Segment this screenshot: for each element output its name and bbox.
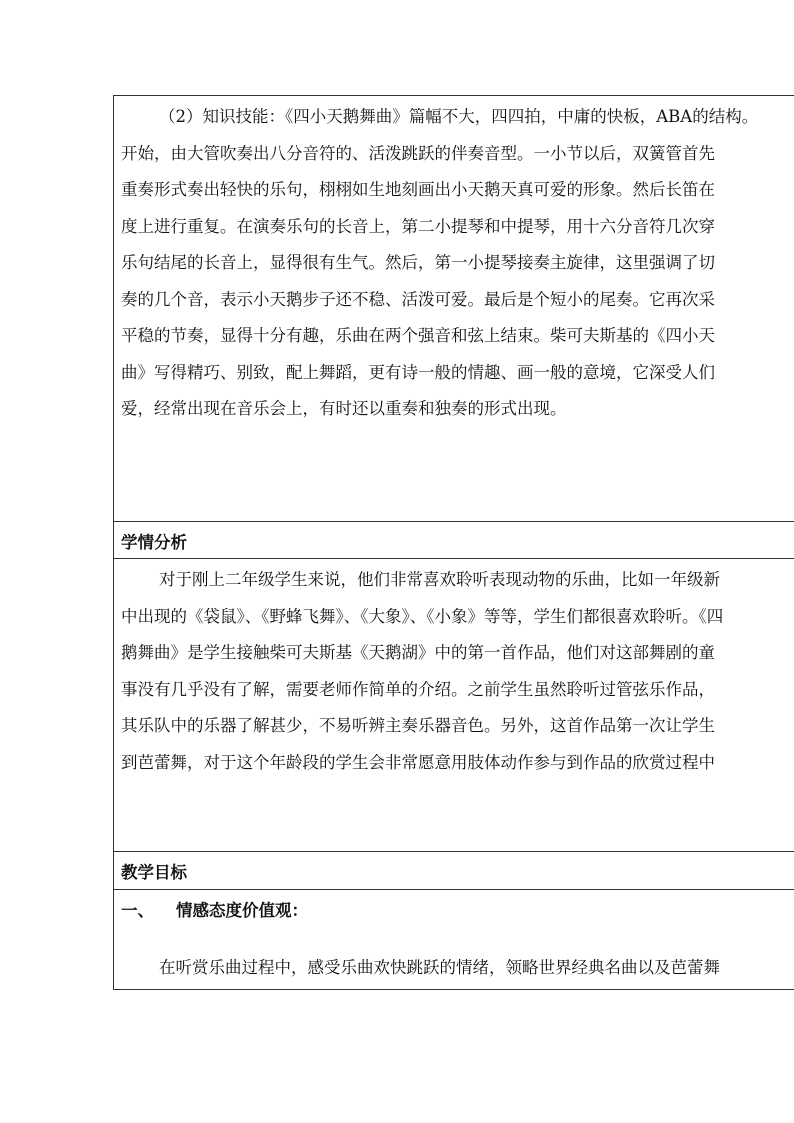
subtitle-number: 一、 xyxy=(121,901,154,920)
analysis-cell xyxy=(114,558,794,851)
text-line: 度上进行重复。在演奏乐句的长音上，第二小提琴和中提琴，用十六分音符几次穿 xyxy=(121,216,715,236)
text-line: 奏的几个音，表示小天鹅步子还不稳、活泼可爱。最后是个短小的尾奏。它再次采 xyxy=(121,289,715,309)
document-table xyxy=(113,95,794,990)
goals-subtitle xyxy=(121,897,308,921)
goals-cell xyxy=(114,889,794,991)
text-line: 中出现的《袋鼠》、《野蜂飞舞》、《大象》、《小象》等等，学生们都很喜欢聆听。《四 xyxy=(121,606,724,626)
text-line: 平稳的节奏，显得十分有趣，乐曲在两个强音和弦上结束。柴可夫斯基的《四小天 xyxy=(121,326,715,345)
text-line: 对于刚上二年级学生来说，他们非常喜欢聆听表现动物的乐曲，比如一年级新 xyxy=(159,570,720,589)
analysis-header-cell xyxy=(114,521,794,558)
text-line: 鹅舞曲》是学生接触柴可夫斯基《天鹅湖》中的第一首作品，他们对这部舞剧的童 xyxy=(121,643,715,662)
analysis-paragraph xyxy=(121,562,723,781)
text-line: 曲》写得精巧、别致，配上舞蹈，更有诗一般的情趣、画一般的意境，它深受人们 xyxy=(121,362,715,382)
knowledge-cell xyxy=(114,96,794,521)
goals-header-cell xyxy=(114,851,794,889)
section-title-analysis: 学情分析 xyxy=(121,533,187,552)
text-line: （2）知识技能：《四小天鹅舞曲》篇幅不大，四四拍，中庸的快板，ABA的结构。 xyxy=(159,107,759,126)
text-line: 爱，经常出现在音乐会上，有时还以重奏和独奏的形式出现。 xyxy=(121,399,567,418)
text-line: 其乐队中的乐器了解甚少，不易听辨主奏乐器音色。另外，这首作品第一次让学生 xyxy=(121,716,715,735)
text-line: 到芭蕾舞，对于这个年龄段的学生会非常愿意用肢体动作参与到作品的欣赏过程中 xyxy=(121,752,715,772)
text-line: 乐句结尾的长音上，显得很有生气。然后，第一小提琴接奏主旋律，这里强调了切 xyxy=(121,253,715,272)
section-title-goals: 教学目标 xyxy=(121,863,187,882)
text-line: 事没有几乎没有了解，需要老师作简单的介绍。之前学生虽然聆听过管弦乐作品， xyxy=(121,679,715,699)
text-line: 重奏形式奏出轻快的乐句，栩栩如生地刻画出小天鹅天真可爱的形象。然后长笛在 xyxy=(121,180,715,199)
text-line: 开始，由大管吹奏出八分音符的、活泼跳跃的伴奏音型。一小节以后，双簧管首先 xyxy=(121,143,715,163)
knowledge-paragraph xyxy=(121,99,758,428)
goals-text-line: 在听赏乐曲过程中，感受乐曲欢快跳跃的情绪，领略世界经典名曲以及芭蕾舞 xyxy=(159,958,720,977)
subtitle-text: 情感态度价值观： xyxy=(176,901,308,920)
